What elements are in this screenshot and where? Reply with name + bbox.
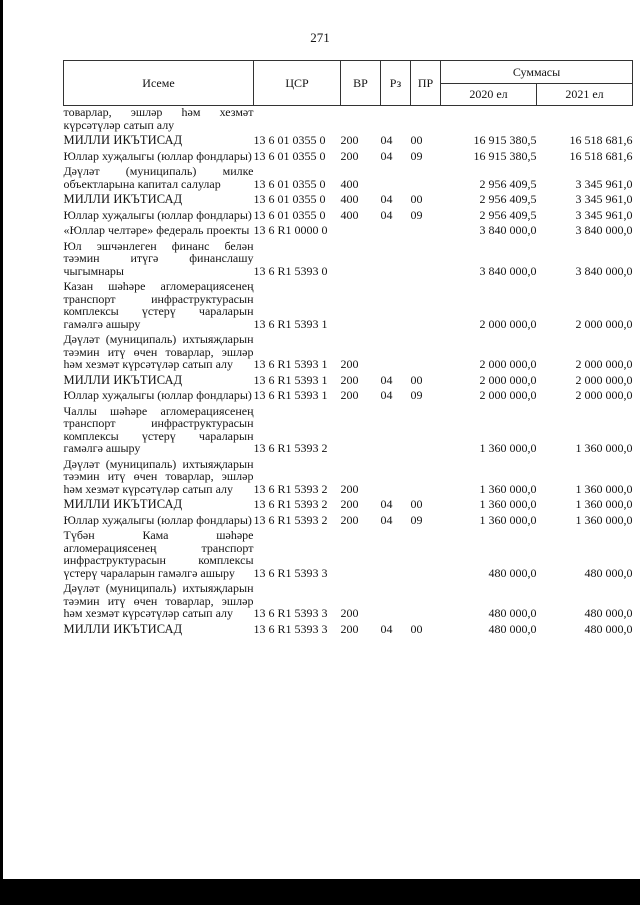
row-name: Юл эшчәнлеген финанс белән тәэмин итүгә финанслашу чыгымнары <box>63 238 254 278</box>
header-name: Исеме <box>64 61 254 106</box>
row-rz-code: 04 <box>380 148 393 163</box>
table-row <box>64 162 633 190</box>
row-name: Түбән Кама шәһәре агломерациясенең транспорт инфраструктурасын комплексы үстерү чараларын гамәлгә ашыру <box>63 528 254 580</box>
table-row <box>64 495 633 511</box>
table-row <box>64 277 633 330</box>
row-vr-code <box>341 221 381 237</box>
row-rz-code: 04 <box>380 497 393 511</box>
row-csr-code: 13 6 R1 5393 1 <box>253 357 328 371</box>
table-row <box>64 371 633 387</box>
row-pr-code <box>411 330 441 371</box>
row-sum-2020: 1 360 000,0 <box>479 497 537 511</box>
table-row <box>64 190 633 206</box>
row-name: МИЛЛИ ИКЪТИСАД <box>63 372 183 387</box>
row-sum-2021: 16 518 681,6 <box>569 148 633 163</box>
row-csr-code: 13 6 R1 5393 3 <box>253 606 328 620</box>
row-pr-code <box>411 277 441 330</box>
row-csr-code: 13 6 R1 5393 2 <box>253 481 328 496</box>
row-sum-2020: 3 840 000,0 <box>479 263 537 278</box>
row-sum-2020: 2 956 409,5 <box>479 176 537 191</box>
row-rz-code: 04 <box>380 372 393 387</box>
row-sum-2020: 16 915 380,5 <box>473 148 537 163</box>
row-vr-code: 200 <box>340 512 359 527</box>
row-pr-code: 00 <box>410 621 423 636</box>
row-name: Чаллы шәһәре агломерациясенең транспорт инфраструктурасын комплексы үстерү чараларын гамәлгә ашыру <box>63 403 254 455</box>
row-csr-code: 13 6 R1 5393 2 <box>253 497 328 511</box>
header-pr: ПР <box>411 61 441 106</box>
row-sum-2021: 3 345 961,0 <box>575 207 633 222</box>
row-vr-code <box>341 106 381 132</box>
row-name: товарлар, эшләр һәм хезмәт күрсәтүләр сатып алу <box>63 105 254 132</box>
row-rz-code <box>381 402 411 455</box>
scan-border-left <box>0 0 3 905</box>
row-rz-code <box>381 162 411 190</box>
row-pr-code <box>411 579 441 620</box>
row-vr-code: 200 <box>340 357 359 371</box>
table-row <box>64 221 633 237</box>
row-sum-2021: 2 000 000,0 <box>575 372 633 387</box>
table-row <box>64 526 633 579</box>
row-pr-code <box>411 455 441 496</box>
row-vr-code <box>341 526 381 579</box>
row-pr-code: 00 <box>410 497 423 511</box>
row-sum-2021: 1 360 000,0 <box>575 497 633 511</box>
header-csr: ЦСР <box>254 61 341 106</box>
header-year-2021: 2021 ел <box>537 84 633 106</box>
row-vr-code: 200 <box>340 388 359 402</box>
row-csr-code: 13 6 R1 5393 3 <box>253 621 328 636</box>
row-pr-code: 09 <box>410 148 423 163</box>
row-vr-code: 400 <box>340 207 359 222</box>
budget-table <box>63 60 633 635</box>
table-row <box>64 511 633 527</box>
row-csr-code: 13 6 01 0355 0 <box>253 192 326 206</box>
row-vr-code: 200 <box>340 133 359 147</box>
row-sum-2020: 2 956 409,5 <box>479 192 537 206</box>
row-vr-code: 200 <box>340 621 359 636</box>
row-csr-code: 13 6 R1 5393 1 <box>253 372 328 387</box>
row-pr-code <box>411 221 441 237</box>
row-csr-code <box>254 106 341 132</box>
row-sum-2021: 1 360 000,0 <box>575 441 633 455</box>
row-vr-code: 200 <box>340 606 359 620</box>
scan-border-bottom <box>0 879 640 905</box>
row-vr-code: 200 <box>340 148 359 163</box>
row-name: Казан шәһәре агломерациясенең транспорт инфраструктурасын комплексы үстерү чараларын гамәлгә ашыру <box>63 279 254 331</box>
table-row <box>64 330 633 371</box>
row-sum-2021: 2 000 000,0 <box>575 388 633 402</box>
row-sum-2020: 1 360 000,0 <box>479 481 537 496</box>
row-csr-code: 13 6 R1 5393 1 <box>253 388 328 402</box>
row-pr-code <box>411 237 441 278</box>
row-name: Дәүләт (муниципаль) ихтыяҗларын тәэмин итү өчен товарлар, эшләр һәм хезмәт күрсәтүләр сатып алу <box>63 456 254 496</box>
row-pr-code <box>411 402 441 455</box>
header-rz: Рз <box>381 61 411 106</box>
row-rz-code <box>381 237 411 278</box>
row-rz-code: 04 <box>380 192 393 206</box>
row-vr-code <box>341 277 381 330</box>
row-rz-code: 04 <box>380 207 393 222</box>
row-rz-code <box>381 526 411 579</box>
row-sum-2020: 1 360 000,0 <box>479 441 537 455</box>
row-pr-code <box>411 162 441 190</box>
table-row <box>64 386 633 402</box>
row-vr-code <box>341 237 381 278</box>
row-name: Юллар хуҗалыгы (юллар фондлары) <box>63 388 252 402</box>
row-rz-code <box>381 330 411 371</box>
table-row <box>64 131 633 147</box>
row-name: МИЛЛИ ИКЪТИСАД <box>63 497 183 511</box>
row-pr-code: 09 <box>410 207 423 222</box>
row-vr-code: 400 <box>340 192 359 206</box>
row-sum-2021: 1 360 000,0 <box>575 512 633 527</box>
row-csr-code: 13 6 R1 5393 0 <box>253 263 328 278</box>
row-csr-code: 13 6 R1 5393 3 <box>253 565 328 580</box>
row-csr-code: 13 6 01 0355 0 <box>253 148 326 163</box>
table-row <box>64 402 633 455</box>
row-csr-code: 13 6 R1 5393 2 <box>253 512 328 527</box>
row-sum-2021: 3 345 961,0 <box>575 192 633 206</box>
row-pr-code: 09 <box>410 512 423 527</box>
row-pr-code: 00 <box>410 192 423 206</box>
header-vr: ВР <box>341 61 381 106</box>
table-row <box>64 106 633 132</box>
row-name: Юллар хуҗалыгы (юллар фондлары) <box>63 207 252 222</box>
table-row <box>64 579 633 620</box>
row-sum-2020: 480 000,0 <box>488 621 537 636</box>
row-vr-code: 200 <box>340 481 359 496</box>
row-name: МИЛЛИ ИКЪТИСАД <box>63 192 183 206</box>
row-csr-code: 13 6 01 0355 0 <box>253 176 326 191</box>
header-year-2020: 2020 ел <box>441 84 537 106</box>
row-rz-code <box>381 106 411 132</box>
row-rz-code: 04 <box>380 621 393 636</box>
row-sum-2020: 480 000,0 <box>488 606 537 620</box>
row-sum-2021: 3 840 000,0 <box>575 223 633 237</box>
row-sum-2021: 16 518 681,6 <box>569 133 633 147</box>
row-sum-2020 <box>441 106 537 132</box>
row-csr-code: 13 6 01 0355 0 <box>253 207 326 222</box>
row-sum-2020: 2 956 409,5 <box>479 207 537 222</box>
row-name: Юллар хуҗалыгы (юллар фондлары) <box>63 512 252 527</box>
row-sum-2020: 1 360 000,0 <box>479 512 537 527</box>
row-sum-2021: 2 000 000,0 <box>575 357 633 371</box>
row-name: МИЛЛИ ИКЪТИСАД <box>63 621 183 636</box>
row-name: Дәүләт (муниципаль) ихтыяҗларын тәэмин итү өчен товарлар, эшләр һәм хезмәт күрсәтүләр сатып алу <box>63 581 254 620</box>
row-vr-code: 200 <box>340 372 359 387</box>
row-sum-2021: 2 000 000,0 <box>575 316 633 331</box>
row-rz-code <box>381 579 411 620</box>
row-pr-code: 00 <box>410 372 423 387</box>
row-sum-2021: 480 000,0 <box>584 606 633 620</box>
row-sum-2021: 3 345 961,0 <box>575 176 633 191</box>
row-csr-code: 13 6 R1 5393 2 <box>253 441 328 455</box>
row-name: Дәүләт (муниципаль) милке объектларына капитал салулар <box>63 164 254 191</box>
row-rz-code <box>381 221 411 237</box>
row-sum-2020: 2 000 000,0 <box>479 316 537 331</box>
row-sum-2020: 480 000,0 <box>488 565 537 580</box>
row-sum-2020: 16 915 380,5 <box>473 133 537 147</box>
row-csr-code: 13 6 R1 5393 1 <box>253 316 328 331</box>
row-name: «Юллар челтәре» федераль проекты <box>63 223 250 237</box>
row-pr-code: 09 <box>410 388 423 402</box>
table-row <box>64 147 633 163</box>
row-rz-code: 04 <box>380 388 393 402</box>
header-sums: Суммасы <box>441 61 633 84</box>
row-vr-code: 400 <box>340 176 359 191</box>
table-row <box>64 237 633 278</box>
row-name: МИЛЛИ ИКЪТИСАД <box>63 133 183 147</box>
row-name: Юллар хуҗалыгы (юллар фондлары) <box>63 148 252 163</box>
row-vr-code: 200 <box>340 497 359 511</box>
row-sum-2020: 2 000 000,0 <box>479 372 537 387</box>
row-rz-code <box>381 455 411 496</box>
row-csr-code: 13 6 01 0355 0 <box>253 133 326 147</box>
table-row <box>64 455 633 496</box>
row-sum-2021: 3 840 000,0 <box>575 263 633 278</box>
row-csr-code: 13 6 R1 0000 0 <box>253 223 328 237</box>
row-rz-code <box>381 277 411 330</box>
row-sum-2021: 480 000,0 <box>584 621 633 636</box>
row-rz-code: 04 <box>380 133 393 147</box>
row-pr-code <box>411 106 441 132</box>
table-row <box>64 206 633 222</box>
row-sum-2020: 3 840 000,0 <box>479 223 537 237</box>
page-number: 271 <box>310 30 330 45</box>
row-pr-code <box>411 526 441 579</box>
row-pr-code: 00 <box>410 133 423 147</box>
row-sum-2020: 2 000 000,0 <box>479 388 537 402</box>
row-sum-2020: 2 000 000,0 <box>479 357 537 371</box>
row-sum-2021: 1 360 000,0 <box>575 481 633 496</box>
row-rz-code: 04 <box>380 512 393 527</box>
row-vr-code <box>341 402 381 455</box>
table-row <box>64 620 633 636</box>
row-name: Дәүләт (муниципаль) ихтыяҗларын тәэмин итү өчен товарлар, эшләр һәм хезмәт күрсәтүләр сатып алу <box>63 332 254 371</box>
row-sum-2021: 480 000,0 <box>584 565 633 580</box>
row-sum-2021 <box>537 106 633 132</box>
